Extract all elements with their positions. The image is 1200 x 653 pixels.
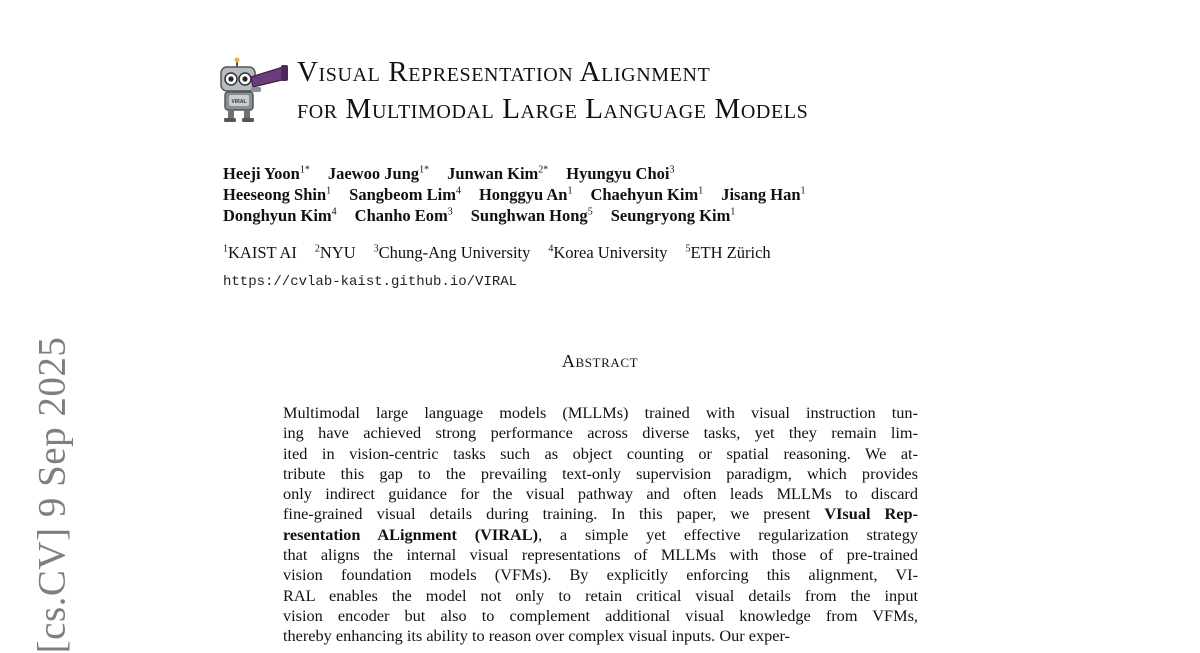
abstract-bold-text: VIsual Rep- [824,504,918,524]
abstract-text: ing have achieved strong performance across diverse tasks, yet they remain lim- [283,423,918,443]
abstract-line [283,444,918,464]
abstract-body [283,403,918,647]
abstract-text: RAL enables the model not only to retain critical visual details from the input [283,585,918,605]
author-name: Sunghwan Hong$^5$ [470,206,593,225]
author-affiliation-mark: 2* [538,164,549,176]
abstract-text: Multimodal large language models (MLLMs) trained with visual instruction tun- [283,403,918,422]
abstract-text: fine-grained visual details during training. In this paper, we present [283,504,825,524]
abstract-line [283,565,918,585]
author-affiliation-mark: 1 [800,185,806,197]
title-line-2: for Multimodal Large Language Models [297,93,809,125]
author-affiliation-mark: 4 [331,206,337,218]
affiliation-name: Korea University [553,243,668,262]
title-line-1: Visual Representation Alignment [297,56,711,88]
affiliation [315,243,356,262]
author-name: Sangbeom Lim$^4$ [349,185,461,204]
abstract-text: ited in vision-centric tasks such as object counting or spatial reasoning. We at- [283,443,918,463]
author-affiliation-mark: 1* [419,164,430,176]
author-affiliation-mark: 1 [730,206,736,218]
author-line [223,163,1043,184]
affiliation [685,243,770,262]
author-name: Chanho Eom$^3$ [354,206,453,225]
abstract-text: vision foundation models (VFMs). By explicitly enforcing this alignment, VI- [283,565,918,585]
affiliation [548,243,667,262]
affiliation-name: ETH Zürich [690,243,771,262]
author-name: Jaewoo Jung$^{1*}$ [327,164,430,183]
author-affiliation-mark: 1 [326,185,332,197]
author-name: Chaehyun Kim$^1$ [590,185,704,204]
abstract-line [283,403,918,423]
viral-robot-logo [213,57,293,123]
abstract-bold-text: resentation ALignment (VIRAL) [283,524,539,544]
abstract-line [283,545,918,565]
author-affiliation-mark: 5 [587,206,593,218]
author-affiliation-mark: 3 [447,206,453,218]
abstract-line [283,606,918,626]
arxiv-identifier: [cs.CV] 9 Sep 2025 [30,336,74,653]
abstract-line [283,464,918,484]
author-name: Seungryong Kim$^1$ [610,206,736,225]
author-name: Honggyu An$^1$ [478,185,573,204]
abstract-text: vision encoder but also to complement additional visual knowledge from VFMs, [283,605,918,625]
affiliation-mark: 4 [548,243,554,255]
author-list [223,163,1043,226]
author-name: Heeseong Shin$^1$ [223,185,332,204]
author-affiliation-mark: 1* [299,164,310,176]
abstract-line [283,626,918,646]
affiliation-name: Chung-Ang University [378,243,531,262]
paper-title [297,54,1057,128]
abstract-line [283,423,918,443]
author-name: Heeji Yoon$^{1*}$ [223,164,310,183]
affiliation-mark: 5 [685,243,691,255]
author-name: Donghyun Kim$^4$ [223,206,337,225]
author-name: Junwan Kim$^{2*}$ [447,164,549,183]
abstract-text: thereby enhancing its ability to reason over complex visual inputs. Our exper- [283,626,790,646]
author-affiliation-mark: 1 [567,185,573,197]
author-line [223,184,1043,205]
affiliation-mark: 3 [373,243,379,255]
affiliation [223,243,297,262]
author-name: Hyungyu Choi$^3$ [566,164,675,183]
affiliation [374,243,531,262]
affiliation-name: KAIST AI [228,243,297,262]
affiliation-name: NYU [319,243,356,262]
author-line [223,205,1043,226]
abstract-line [283,504,918,524]
abstract-text: that aligns the internal visual representations of MLLMs with those of pre-trained [283,545,918,565]
author-affiliation-mark: 4 [455,185,461,197]
abstract-line [283,586,918,606]
abstract-text: , a simple yet effective regularization strategy [538,524,918,544]
author-name: Jisang Han$^1$ [721,185,806,204]
affiliation-mark: 2 [314,243,320,255]
abstract-text: only indirect guidance for the visual pathway and often leads MLLMs to discard [283,484,918,504]
abstract-text: tribute this gap to the prevailing text-only supervision paradigm, which provides [283,463,918,483]
logo-label: VIRAL [231,99,247,105]
abstract-line [283,525,918,545]
abstract-line [283,484,918,504]
affiliation-mark: 1 [223,243,228,255]
affiliation-list [223,243,789,263]
project-url-link[interactable]: https://cvlab-kaist.github.io/VIRAL [223,274,518,290]
author-affiliation-mark: 1 [698,185,704,197]
author-affiliation-mark: 3 [669,164,675,176]
abstract-heading: Abstract [561,351,639,371]
